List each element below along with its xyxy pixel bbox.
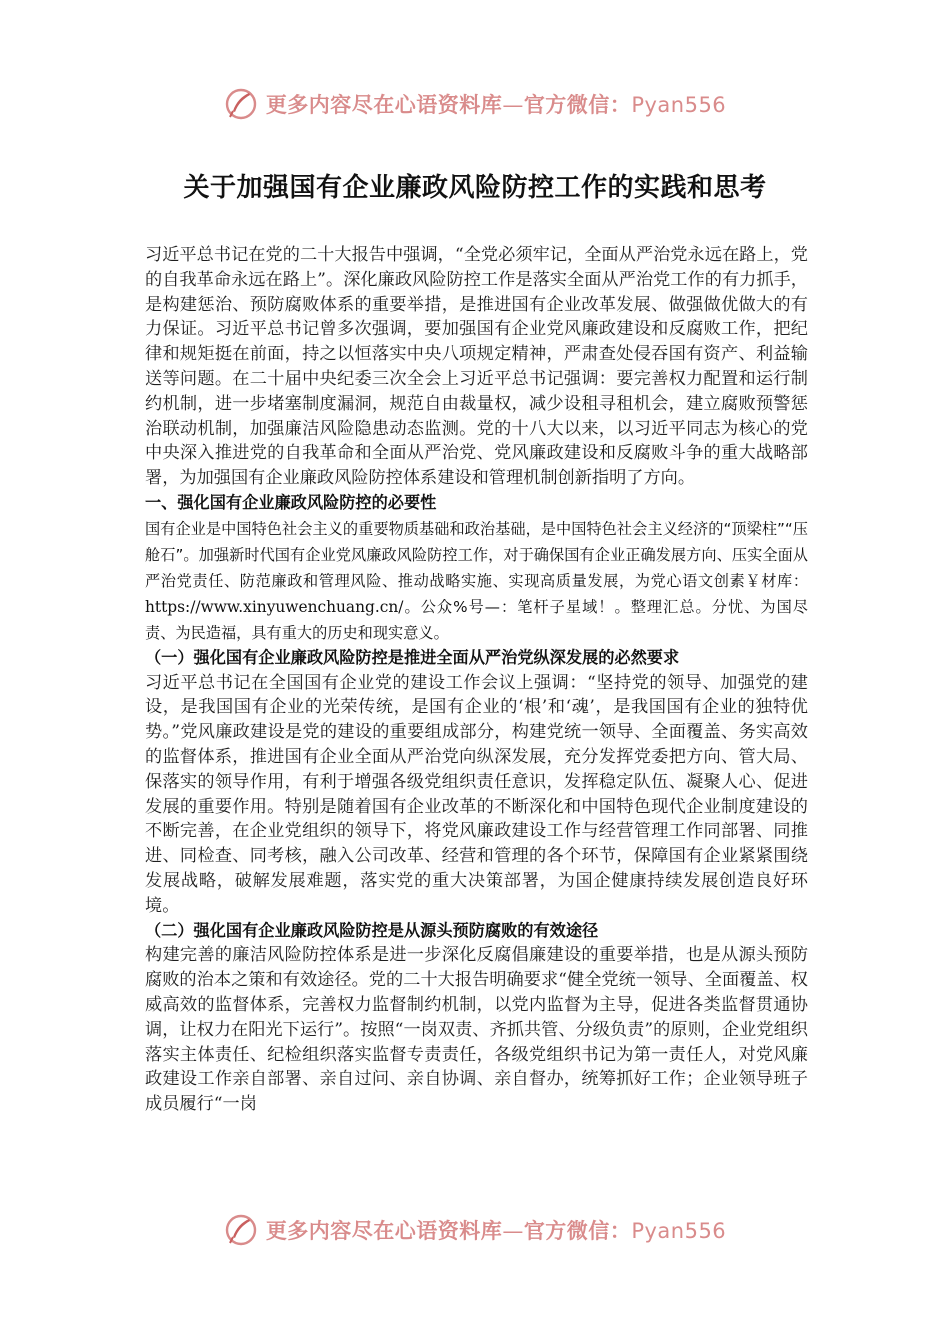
quill-pen-icon	[224, 87, 258, 121]
banner-main-text: 更多内容尽在心语资料库	[265, 92, 503, 117]
subsection-1-paragraph: 习近平总书记在全国国有企业党的建设工作会议上强调：“坚持党的领导、加强党的建设，是我国国有企业的光荣传统，是国有企业的‘根’和‘魂’，是我国国有企业的独特优势。”党风廉政建设是党的建设的重要组成部分，构建党统一领导、全面覆盖、务实高效的监督体系，推进国有企业全面从严治党向纵深发展，充分发挥党委把方向、管大局、保落实的领导作用，有利于增强各级党组织责任意识，发挥稳定队伍、凝聚人心、促进发展的重要作用。特别是随着国有企业改革的不断深化和中国特色现代企业制度建设的不断完善，在企业党组织的领导下，将党风廉政建设工作与经营管理工作同部署、同推进、同检查、同考核，融入公司改革、经营和管理的各个环节，保障国有企业紧紧围绕发展战略，破解发展难题，落实党的重大决策部署，为国企健康持续发展创造良好环境。	[145, 672, 808, 916]
section-1-text-end: 。公众%号—：笔杆子星域！。整理汇总。分忧、为国尽责、为民造福，具有重大的历史和现实意义。	[145, 597, 808, 642]
banner-contact-id: Pyan556	[631, 1219, 727, 1243]
resource-url: https://www.xinyuwenchuang.cn/	[145, 597, 404, 616]
section-1-text: 国有企业是中国特色社会主义的重要物质基础和政治基础，是中国特色社会主义经济的“顶梁柱”“压舱石”。加强新时代国有企业党风廉政风险防控工作，对于确保国有企业正确发展方向、压实全面从严治党责任、防范廉政和管理风险、推动战略实施、实现高质量发展，为党心语文创素￥材库：	[145, 519, 808, 590]
banner-text	[266, 89, 726, 119]
banner-main-text: 更多内容尽在心语资料库	[265, 1218, 503, 1243]
footer-banner	[0, 1210, 950, 1250]
document-title: 关于加强国有企业廉政风险防控工作的实践和思考	[183, 173, 767, 204]
subsection-heading-1: （一）强化国有企业廉政风险防控是推进全面从严治党纵深发展的必然要求	[145, 647, 680, 667]
document-body	[145, 243, 808, 1117]
banner-text	[266, 1215, 726, 1245]
banner-contact-label: 官方微信：	[523, 1218, 632, 1243]
header-banner	[0, 84, 950, 124]
quill-pen-icon	[224, 1213, 258, 1247]
subsection-heading-2: （二）强化国有企业廉政风险防控是从源头预防腐败的有效途径	[145, 920, 599, 940]
subsection-2-paragraph: 构建完善的廉洁风险防控体系是进一步深化反腐倡廉建设的重要举措，也是从源头预防腐败的治本之策和有效途径。党的二十大报告明确要求“健全党统一领导、全面覆盖、权威高效的监督体系，完善权力监督制约机制，以党内监督为主导，促进各类监督贯通协调，让权力在阳光下运行”。按照“一岗双责、齐抓共管、分级负责”的原则，企业党组织落实主体责任、纪检组织落实监督专责责任，各级党组织书记为第一责任人，对党风廉政建设工作亲自部署、亲自过问、亲自协调、亲自督办，统筹抓好工作；企业领导班子成员履行“一岗	[145, 945, 808, 1115]
intro-paragraph: 习近平总书记在党的二十大报告中强调，“全党必须牢记，全面从严治党永远在路上，党的自我革命永远在路上”。深化廉政风险防控工作是落实全面从严治党工作的有力抓手，是构建惩治、预防腐败体系的重要举措，是推进国有企业改革发展、做强做优做大的有力保证。习近平总书记曾多次强调，要加强国有企业党风廉政建设和反腐败工作，把纪律和规矩挺在前面，持之以恒落实中央八项规定精神，严肃查处侵吞国有资产、利益输送等问题。在二十届中央纪委三次全会上习近平总书记强调：要完善权力配置和运行制约机制，进一步堵塞制度漏洞，规范自由裁量权，减少设租寻租机会，建立腐败预警惩治联动机制，加强廉洁风险隐患动态监测。党的十八大以来，以习近平同志为核心的党中央深入推进党的自我革命和全面从严治党、党风廉政建设和反腐败斗争的重大战略部署，为加强国有企业廉政风险防控体系建设和管理机制创新指明了方向。	[145, 245, 808, 489]
section-heading-1: 一、强化国有企业廉政风险防控的必要性	[145, 492, 437, 512]
section-1-paragraph	[145, 516, 808, 646]
banner-contact-id: Pyan556	[631, 93, 727, 117]
banner-separator: —	[502, 1219, 524, 1243]
banner-contact-label: 官方微信：	[523, 92, 632, 117]
banner-separator: —	[502, 93, 524, 117]
